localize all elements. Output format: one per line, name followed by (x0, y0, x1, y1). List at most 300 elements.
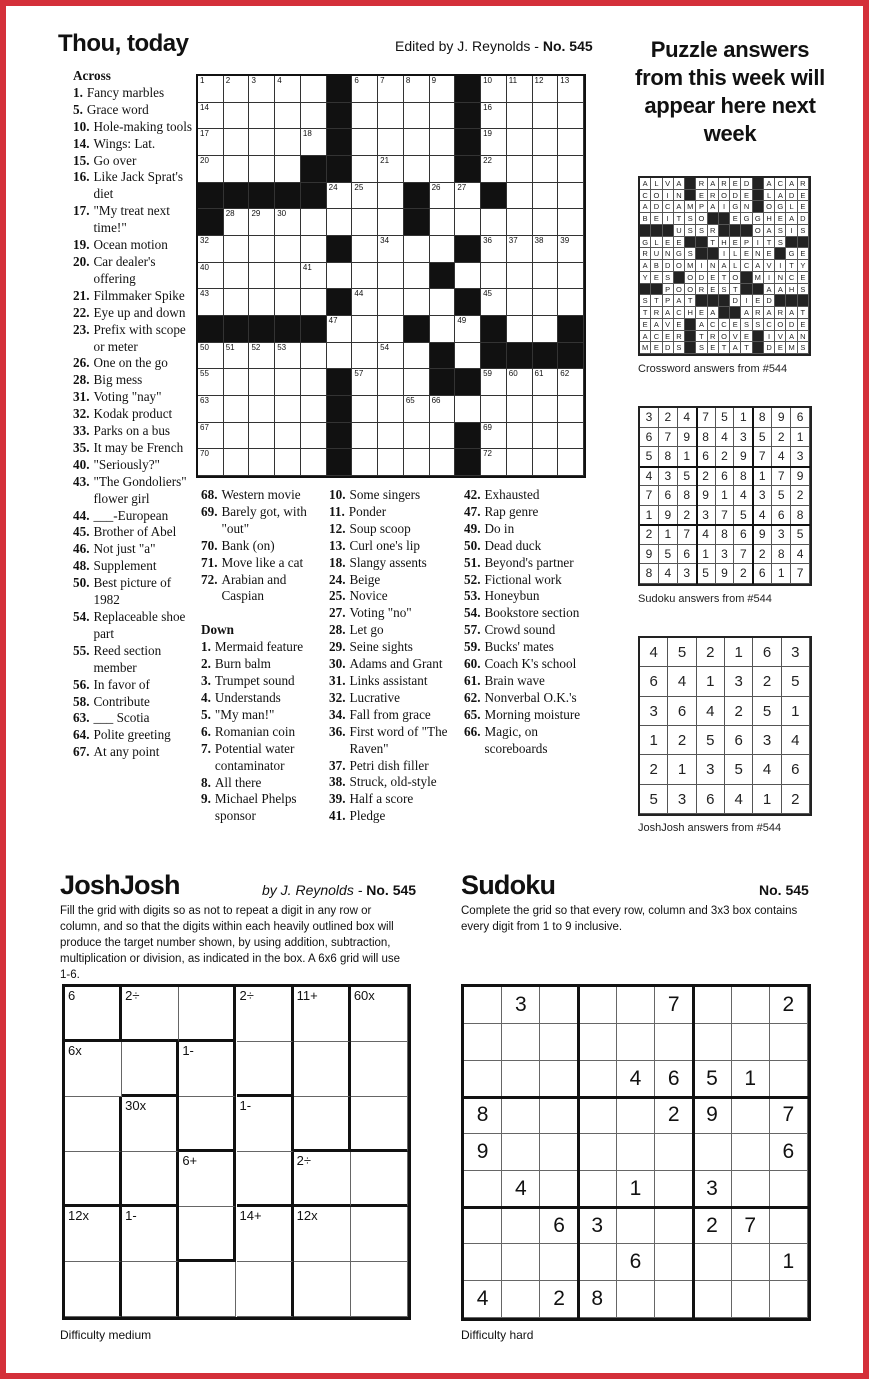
crossword-cell[interactable] (352, 289, 378, 316)
sudoku-empty-cell[interactable] (502, 1134, 540, 1171)
joshjosh-cell[interactable] (351, 1042, 408, 1097)
crossword-cell[interactable] (404, 423, 430, 450)
sudoku-empty-cell[interactable] (579, 1171, 617, 1208)
crossword-cell[interactable] (404, 129, 430, 156)
crossword-cell[interactable] (430, 156, 456, 183)
crossword-cell[interactable] (455, 263, 481, 290)
crossword-cell[interactable] (430, 449, 456, 476)
crossword-cell[interactable] (378, 183, 404, 210)
crossword-cell[interactable] (558, 76, 584, 103)
crossword-cell[interactable] (224, 236, 250, 263)
sudoku-empty-cell[interactable] (693, 1244, 731, 1281)
crossword-cell[interactable] (404, 289, 430, 316)
joshjosh-cell[interactable] (237, 1262, 294, 1317)
sudoku-given-cell[interactable]: 3 (693, 1171, 731, 1208)
crossword-cell[interactable] (378, 423, 404, 450)
sudoku-empty-cell[interactable] (655, 1134, 693, 1171)
sudoku-empty-cell[interactable] (617, 1208, 655, 1245)
crossword-cell[interactable] (198, 423, 224, 450)
crossword-cell[interactable] (404, 396, 430, 423)
crossword-cell[interactable] (198, 263, 224, 290)
crossword-cell[interactable] (378, 369, 404, 396)
crossword-cell[interactable] (198, 129, 224, 156)
sudoku-given-cell[interactable]: 9 (464, 1134, 502, 1171)
crossword-cell[interactable] (378, 209, 404, 236)
crossword-cell[interactable] (558, 103, 584, 130)
sudoku-empty-cell[interactable] (617, 1281, 655, 1318)
crossword-cell[interactable] (533, 423, 559, 450)
sudoku-given-cell[interactable]: 6 (617, 1244, 655, 1281)
crossword-cell[interactable] (404, 369, 430, 396)
crossword-cell[interactable] (533, 183, 559, 210)
sudoku-empty-cell[interactable] (617, 1097, 655, 1134)
crossword-cell[interactable] (533, 396, 559, 423)
crossword-cell[interactable] (533, 263, 559, 290)
sudoku-empty-cell[interactable] (655, 1024, 693, 1061)
sudoku-empty-cell[interactable] (502, 1281, 540, 1318)
crossword-cell[interactable] (224, 209, 250, 236)
crossword-cell[interactable] (481, 449, 507, 476)
sudoku-given-cell[interactable]: 6 (655, 1061, 693, 1098)
crossword-cell[interactable] (275, 156, 301, 183)
crossword-cell[interactable] (430, 209, 456, 236)
sudoku-empty-cell[interactable] (579, 1024, 617, 1061)
joshjosh-cell[interactable] (179, 1097, 236, 1152)
crossword-cell[interactable] (507, 263, 533, 290)
sudoku-empty-cell[interactable] (732, 1171, 770, 1208)
sudoku-empty-cell[interactable] (464, 1024, 502, 1061)
crossword-cell[interactable] (481, 103, 507, 130)
crossword-cell[interactable] (352, 209, 378, 236)
crossword-cell[interactable] (352, 369, 378, 396)
joshjosh-cell[interactable] (351, 1152, 408, 1207)
crossword-cell[interactable] (352, 263, 378, 290)
crossword-cell[interactable] (198, 236, 224, 263)
joshjosh-cell[interactable] (65, 1207, 122, 1262)
joshjosh-cell[interactable] (237, 987, 294, 1042)
sudoku-empty-cell[interactable] (464, 987, 502, 1024)
joshjosh-cell[interactable] (179, 1152, 236, 1207)
sudoku-empty-cell[interactable] (579, 1097, 617, 1134)
crossword-cell[interactable] (378, 129, 404, 156)
crossword-cell[interactable] (507, 129, 533, 156)
crossword-cell[interactable] (224, 129, 250, 156)
crossword-cell[interactable] (533, 76, 559, 103)
crossword-cell[interactable] (249, 289, 275, 316)
crossword-cell[interactable] (430, 316, 456, 343)
crossword-cell[interactable] (533, 236, 559, 263)
sudoku-empty-cell[interactable] (579, 1244, 617, 1281)
sudoku-empty-cell[interactable] (464, 1171, 502, 1208)
joshjosh-cell[interactable] (294, 1262, 351, 1317)
crossword-cell[interactable] (404, 76, 430, 103)
crossword-cell[interactable] (507, 289, 533, 316)
joshjosh-cell[interactable] (65, 1262, 122, 1317)
crossword-cell[interactable] (558, 236, 584, 263)
crossword-cell[interactable] (301, 129, 327, 156)
crossword-cell[interactable] (301, 396, 327, 423)
crossword-cell[interactable] (249, 449, 275, 476)
crossword-cell[interactable] (481, 209, 507, 236)
crossword-cell[interactable] (430, 103, 456, 130)
crossword-cell[interactable] (275, 423, 301, 450)
crossword-cell[interactable] (249, 156, 275, 183)
joshjosh-cell[interactable] (294, 1152, 351, 1207)
sudoku-empty-cell[interactable] (770, 1024, 808, 1061)
crossword-cell[interactable] (198, 76, 224, 103)
crossword-cell[interactable] (378, 236, 404, 263)
crossword-cell[interactable] (301, 423, 327, 450)
sudoku-given-cell[interactable]: 2 (693, 1208, 731, 1245)
joshjosh-cell[interactable] (122, 987, 179, 1042)
sudoku-empty-cell[interactable] (617, 987, 655, 1024)
crossword-cell[interactable] (249, 129, 275, 156)
crossword-cell[interactable] (352, 103, 378, 130)
sudoku-empty-cell[interactable] (732, 1024, 770, 1061)
sudoku-given-cell[interactable]: 8 (464, 1097, 502, 1134)
crossword-cell[interactable] (301, 449, 327, 476)
crossword-cell[interactable] (327, 316, 353, 343)
sudoku-empty-cell[interactable] (579, 1134, 617, 1171)
sudoku-given-cell[interactable]: 3 (502, 987, 540, 1024)
crossword-cell[interactable] (275, 103, 301, 130)
crossword-cell[interactable] (378, 316, 404, 343)
crossword-cell[interactable] (301, 369, 327, 396)
sudoku-given-cell[interactable]: 1 (617, 1171, 655, 1208)
crossword-cell[interactable] (301, 76, 327, 103)
sudoku-empty-cell[interactable] (655, 1281, 693, 1318)
sudoku-empty-cell[interactable] (770, 1281, 808, 1318)
crossword-cell[interactable] (558, 209, 584, 236)
crossword-cell[interactable] (275, 369, 301, 396)
crossword-cell[interactable] (275, 76, 301, 103)
crossword-cell[interactable] (224, 263, 250, 290)
crossword-cell[interactable] (533, 289, 559, 316)
joshjosh-cell[interactable] (294, 1042, 351, 1097)
crossword-cell[interactable] (352, 129, 378, 156)
crossword-cell[interactable] (352, 76, 378, 103)
crossword-cell[interactable] (481, 76, 507, 103)
joshjosh-cell[interactable] (294, 987, 351, 1042)
crossword-cell[interactable] (378, 156, 404, 183)
joshjosh-cell[interactable] (237, 1207, 294, 1262)
sudoku-given-cell[interactable]: 1 (732, 1061, 770, 1098)
crossword-cell[interactable] (404, 263, 430, 290)
crossword-grid[interactable] (196, 74, 586, 478)
sudoku-given-cell[interactable]: 6 (770, 1134, 808, 1171)
joshjosh-grid[interactable] (62, 984, 411, 1320)
crossword-cell[interactable] (481, 423, 507, 450)
crossword-cell[interactable] (430, 423, 456, 450)
sudoku-given-cell[interactable]: 4 (617, 1061, 655, 1098)
sudoku-empty-cell[interactable] (502, 1061, 540, 1098)
sudoku-empty-cell[interactable] (540, 987, 578, 1024)
crossword-cell[interactable] (327, 343, 353, 370)
crossword-cell[interactable] (224, 369, 250, 396)
crossword-cell[interactable] (224, 396, 250, 423)
crossword-cell[interactable] (507, 449, 533, 476)
crossword-cell[interactable] (224, 103, 250, 130)
crossword-cell[interactable] (198, 396, 224, 423)
crossword-cell[interactable] (404, 156, 430, 183)
crossword-cell[interactable] (404, 236, 430, 263)
sudoku-given-cell[interactable]: 3 (579, 1208, 617, 1245)
crossword-cell[interactable] (327, 183, 353, 210)
crossword-cell[interactable] (455, 343, 481, 370)
crossword-cell[interactable] (558, 396, 584, 423)
crossword-cell[interactable] (481, 156, 507, 183)
sudoku-given-cell[interactable]: 4 (502, 1171, 540, 1208)
joshjosh-cell[interactable] (351, 1262, 408, 1317)
crossword-cell[interactable] (249, 209, 275, 236)
joshjosh-cell[interactable] (122, 1042, 179, 1097)
sudoku-given-cell[interactable]: 1 (770, 1244, 808, 1281)
crossword-cell[interactable] (378, 103, 404, 130)
sudoku-empty-cell[interactable] (502, 1244, 540, 1281)
crossword-cell[interactable] (378, 343, 404, 370)
sudoku-given-cell[interactable]: 2 (655, 1097, 693, 1134)
sudoku-empty-cell[interactable] (732, 1097, 770, 1134)
crossword-cell[interactable] (198, 369, 224, 396)
crossword-cell[interactable] (558, 263, 584, 290)
joshjosh-cell[interactable] (179, 987, 236, 1042)
crossword-cell[interactable] (481, 369, 507, 396)
crossword-cell[interactable] (507, 156, 533, 183)
crossword-cell[interactable] (327, 209, 353, 236)
sudoku-empty-cell[interactable] (502, 1208, 540, 1245)
crossword-cell[interactable] (481, 289, 507, 316)
sudoku-empty-cell[interactable] (693, 1134, 731, 1171)
sudoku-empty-cell[interactable] (540, 1244, 578, 1281)
joshjosh-cell[interactable] (122, 1097, 179, 1152)
sudoku-empty-cell[interactable] (655, 1208, 693, 1245)
sudoku-given-cell[interactable]: 5 (693, 1061, 731, 1098)
crossword-cell[interactable] (507, 209, 533, 236)
joshjosh-cell[interactable] (65, 1042, 122, 1097)
crossword-cell[interactable] (301, 343, 327, 370)
crossword-cell[interactable] (558, 183, 584, 210)
sudoku-empty-cell[interactable] (540, 1061, 578, 1098)
sudoku-empty-cell[interactable] (770, 1171, 808, 1208)
crossword-cell[interactable] (430, 236, 456, 263)
sudoku-empty-cell[interactable] (540, 1134, 578, 1171)
sudoku-given-cell[interactable]: 2 (540, 1281, 578, 1318)
crossword-cell[interactable] (404, 449, 430, 476)
crossword-cell[interactable] (352, 156, 378, 183)
joshjosh-cell[interactable] (351, 1097, 408, 1152)
crossword-cell[interactable] (249, 423, 275, 450)
crossword-cell[interactable] (352, 423, 378, 450)
crossword-cell[interactable] (558, 369, 584, 396)
sudoku-empty-cell[interactable] (693, 1281, 731, 1318)
crossword-cell[interactable] (224, 76, 250, 103)
sudoku-empty-cell[interactable] (464, 1061, 502, 1098)
crossword-cell[interactable] (507, 316, 533, 343)
sudoku-given-cell[interactable]: 4 (464, 1281, 502, 1318)
joshjosh-cell[interactable] (65, 987, 122, 1042)
sudoku-empty-cell[interactable] (770, 1061, 808, 1098)
crossword-cell[interactable] (558, 129, 584, 156)
crossword-cell[interactable] (352, 449, 378, 476)
sudoku-empty-cell[interactable] (579, 1061, 617, 1098)
joshjosh-cell[interactable] (65, 1152, 122, 1207)
sudoku-empty-cell[interactable] (579, 987, 617, 1024)
crossword-cell[interactable] (558, 423, 584, 450)
crossword-cell[interactable] (301, 236, 327, 263)
crossword-cell[interactable] (275, 129, 301, 156)
crossword-cell[interactable] (481, 129, 507, 156)
joshjosh-cell[interactable] (237, 1097, 294, 1152)
crossword-cell[interactable] (301, 209, 327, 236)
joshjosh-cell[interactable] (179, 1207, 236, 1262)
crossword-cell[interactable] (507, 76, 533, 103)
joshjosh-cell[interactable] (122, 1207, 179, 1262)
sudoku-empty-cell[interactable] (770, 1208, 808, 1245)
crossword-cell[interactable] (198, 156, 224, 183)
crossword-cell[interactable] (301, 103, 327, 130)
crossword-cell[interactable] (327, 263, 353, 290)
crossword-cell[interactable] (224, 449, 250, 476)
crossword-cell[interactable] (378, 76, 404, 103)
crossword-cell[interactable] (198, 289, 224, 316)
joshjosh-cell[interactable] (294, 1207, 351, 1262)
sudoku-empty-cell[interactable] (540, 1097, 578, 1134)
crossword-cell[interactable] (275, 343, 301, 370)
crossword-cell[interactable] (430, 396, 456, 423)
crossword-cell[interactable] (507, 396, 533, 423)
crossword-cell[interactable] (224, 289, 250, 316)
crossword-cell[interactable] (430, 129, 456, 156)
joshjosh-cell[interactable] (237, 1042, 294, 1097)
crossword-cell[interactable] (481, 263, 507, 290)
sudoku-empty-cell[interactable] (732, 1244, 770, 1281)
sudoku-given-cell[interactable]: 7 (770, 1097, 808, 1134)
crossword-cell[interactable] (275, 449, 301, 476)
crossword-cell[interactable] (378, 449, 404, 476)
crossword-cell[interactable] (275, 396, 301, 423)
sudoku-empty-cell[interactable] (617, 1134, 655, 1171)
joshjosh-cell[interactable] (351, 987, 408, 1042)
sudoku-given-cell[interactable]: 8 (579, 1281, 617, 1318)
crossword-cell[interactable] (249, 103, 275, 130)
crossword-cell[interactable] (481, 236, 507, 263)
crossword-cell[interactable] (198, 449, 224, 476)
crossword-cell[interactable] (481, 396, 507, 423)
crossword-cell[interactable] (430, 289, 456, 316)
crossword-cell[interactable] (430, 183, 456, 210)
crossword-cell[interactable] (249, 396, 275, 423)
joshjosh-cell[interactable] (237, 1152, 294, 1207)
crossword-cell[interactable] (249, 263, 275, 290)
crossword-cell[interactable] (249, 369, 275, 396)
joshjosh-cell[interactable] (294, 1097, 351, 1152)
sudoku-given-cell[interactable]: 9 (693, 1097, 731, 1134)
crossword-cell[interactable] (533, 129, 559, 156)
crossword-cell[interactable] (455, 209, 481, 236)
crossword-cell[interactable] (507, 183, 533, 210)
sudoku-grid[interactable] (461, 984, 811, 1321)
sudoku-empty-cell[interactable] (617, 1024, 655, 1061)
crossword-cell[interactable] (533, 156, 559, 183)
crossword-cell[interactable] (507, 369, 533, 396)
joshjosh-cell[interactable] (351, 1207, 408, 1262)
crossword-cell[interactable] (533, 369, 559, 396)
crossword-cell[interactable] (275, 289, 301, 316)
sudoku-given-cell[interactable]: 7 (732, 1208, 770, 1245)
crossword-cell[interactable] (301, 263, 327, 290)
sudoku-empty-cell[interactable] (502, 1097, 540, 1134)
joshjosh-cell[interactable] (179, 1262, 236, 1317)
sudoku-empty-cell[interactable] (732, 1281, 770, 1318)
crossword-cell[interactable] (224, 156, 250, 183)
crossword-cell[interactable] (455, 396, 481, 423)
sudoku-given-cell[interactable]: 2 (770, 987, 808, 1024)
crossword-cell[interactable] (455, 316, 481, 343)
joshjosh-cell[interactable] (179, 1042, 236, 1097)
crossword-cell[interactable] (507, 423, 533, 450)
crossword-cell[interactable] (533, 209, 559, 236)
crossword-cell[interactable] (378, 263, 404, 290)
sudoku-empty-cell[interactable] (540, 1024, 578, 1061)
sudoku-empty-cell[interactable] (693, 987, 731, 1024)
crossword-cell[interactable] (275, 209, 301, 236)
sudoku-given-cell[interactable]: 7 (655, 987, 693, 1024)
crossword-cell[interactable] (533, 103, 559, 130)
joshjosh-cell[interactable] (122, 1262, 179, 1317)
sudoku-empty-cell[interactable] (732, 1134, 770, 1171)
crossword-cell[interactable] (352, 316, 378, 343)
crossword-cell[interactable] (507, 103, 533, 130)
sudoku-given-cell[interactable]: 6 (540, 1208, 578, 1245)
crossword-cell[interactable] (558, 156, 584, 183)
crossword-cell[interactable] (249, 236, 275, 263)
crossword-cell[interactable] (224, 423, 250, 450)
crossword-cell[interactable] (533, 316, 559, 343)
crossword-cell[interactable] (378, 396, 404, 423)
crossword-cell[interactable] (198, 343, 224, 370)
crossword-cell[interactable] (352, 396, 378, 423)
sudoku-empty-cell[interactable] (464, 1244, 502, 1281)
sudoku-empty-cell[interactable] (693, 1024, 731, 1061)
crossword-cell[interactable] (198, 103, 224, 130)
crossword-cell[interactable] (533, 449, 559, 476)
crossword-cell[interactable] (430, 76, 456, 103)
sudoku-empty-cell[interactable] (502, 1024, 540, 1061)
sudoku-empty-cell[interactable] (732, 987, 770, 1024)
crossword-cell[interactable] (249, 343, 275, 370)
crossword-cell[interactable] (352, 343, 378, 370)
joshjosh-cell[interactable] (65, 1097, 122, 1152)
crossword-cell[interactable] (275, 236, 301, 263)
sudoku-empty-cell[interactable] (655, 1244, 693, 1281)
sudoku-empty-cell[interactable] (655, 1171, 693, 1208)
crossword-cell[interactable] (507, 236, 533, 263)
crossword-cell[interactable] (404, 343, 430, 370)
crossword-cell[interactable] (558, 449, 584, 476)
crossword-cell[interactable] (224, 343, 250, 370)
crossword-cell[interactable] (249, 76, 275, 103)
crossword-cell[interactable] (558, 289, 584, 316)
crossword-cell[interactable] (301, 289, 327, 316)
sudoku-empty-cell[interactable] (540, 1171, 578, 1208)
crossword-cell[interactable] (352, 236, 378, 263)
crossword-cell[interactable] (455, 183, 481, 210)
joshjosh-cell[interactable] (122, 1152, 179, 1207)
sudoku-empty-cell[interactable] (464, 1208, 502, 1245)
crossword-cell[interactable] (352, 183, 378, 210)
crossword-cell[interactable] (275, 263, 301, 290)
crossword-cell[interactable] (378, 289, 404, 316)
